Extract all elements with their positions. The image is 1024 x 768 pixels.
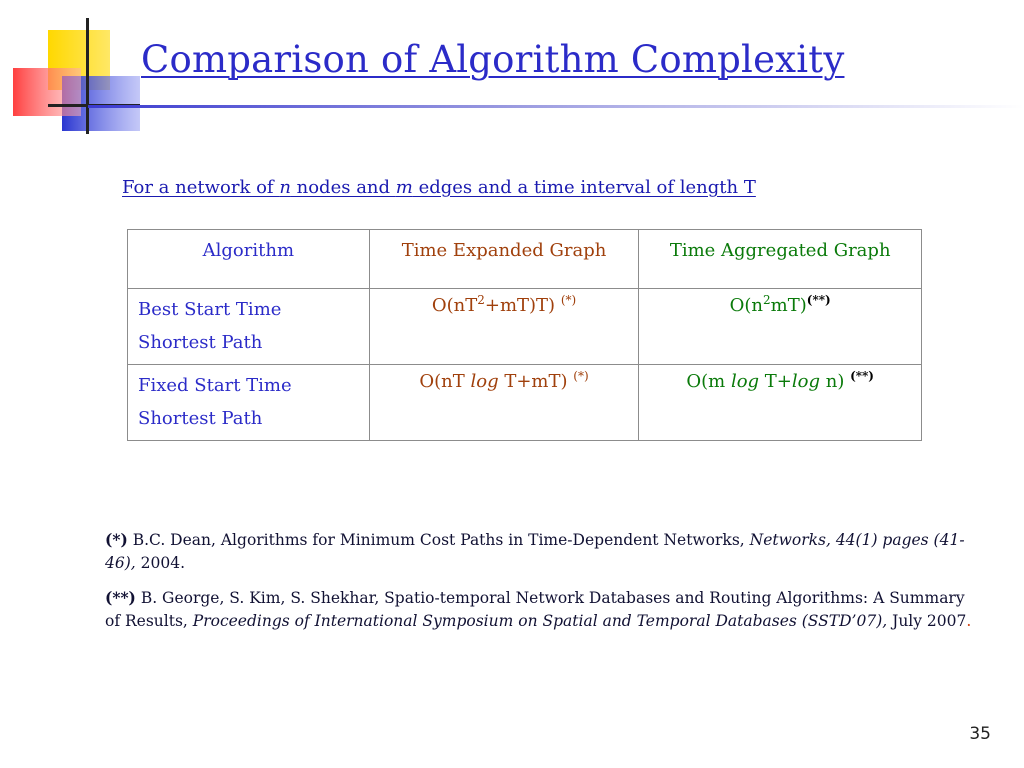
title-divider xyxy=(88,105,1024,108)
slide-title: Comparison of Algorithm Complexity xyxy=(141,38,845,81)
page-number: 35 xyxy=(969,724,991,744)
table-row xyxy=(128,289,922,365)
tag-fixed-start-complexity: O(m log T+log n) (**) xyxy=(639,365,922,441)
complexity-table xyxy=(127,229,922,441)
teg-best-start-complexity: $O(nT^2+mT)T$) (*) xyxy=(369,289,639,365)
slide-logo-graphic xyxy=(0,0,140,140)
table-header-row xyxy=(128,230,922,289)
teg-fixed-start-complexity: O(nT log T+mT) (*) xyxy=(369,365,639,441)
row-label-best-start-time: Best Start Time Shortest Path xyxy=(128,289,370,365)
tag-best-start-complexity: $O(n^2mT)^{(**)}$ xyxy=(639,289,922,365)
references xyxy=(105,528,975,644)
header-algorithm: Algorithm xyxy=(128,230,370,289)
header-time-expanded-graph: Time Expanded Graph xyxy=(369,230,639,289)
reference-george: (**) B. George, S. Kim, S. Shekhar, Spatio-temporal Network Databases and Routing Algorithms: A Summary of Results, Proceedings of International Symposium on Spatial and Temporal Databases (SSTD’07), July 2007. xyxy=(105,588,972,630)
reference-dean: (*) B.C. Dean, Algorithms for Minimum Cost Paths in Time-Dependent Networks, Networks, 44(1) pages (41-46), 2004. xyxy=(105,530,965,572)
table-caption: For a network of n nodes and m edges and a time interval of length T xyxy=(122,177,756,198)
row-label-fixed-start-time: Fixed Start Time Shortest Path xyxy=(128,365,370,441)
table-row xyxy=(128,365,922,441)
header-time-aggregated-graph: Time Aggregated Graph xyxy=(639,230,922,289)
